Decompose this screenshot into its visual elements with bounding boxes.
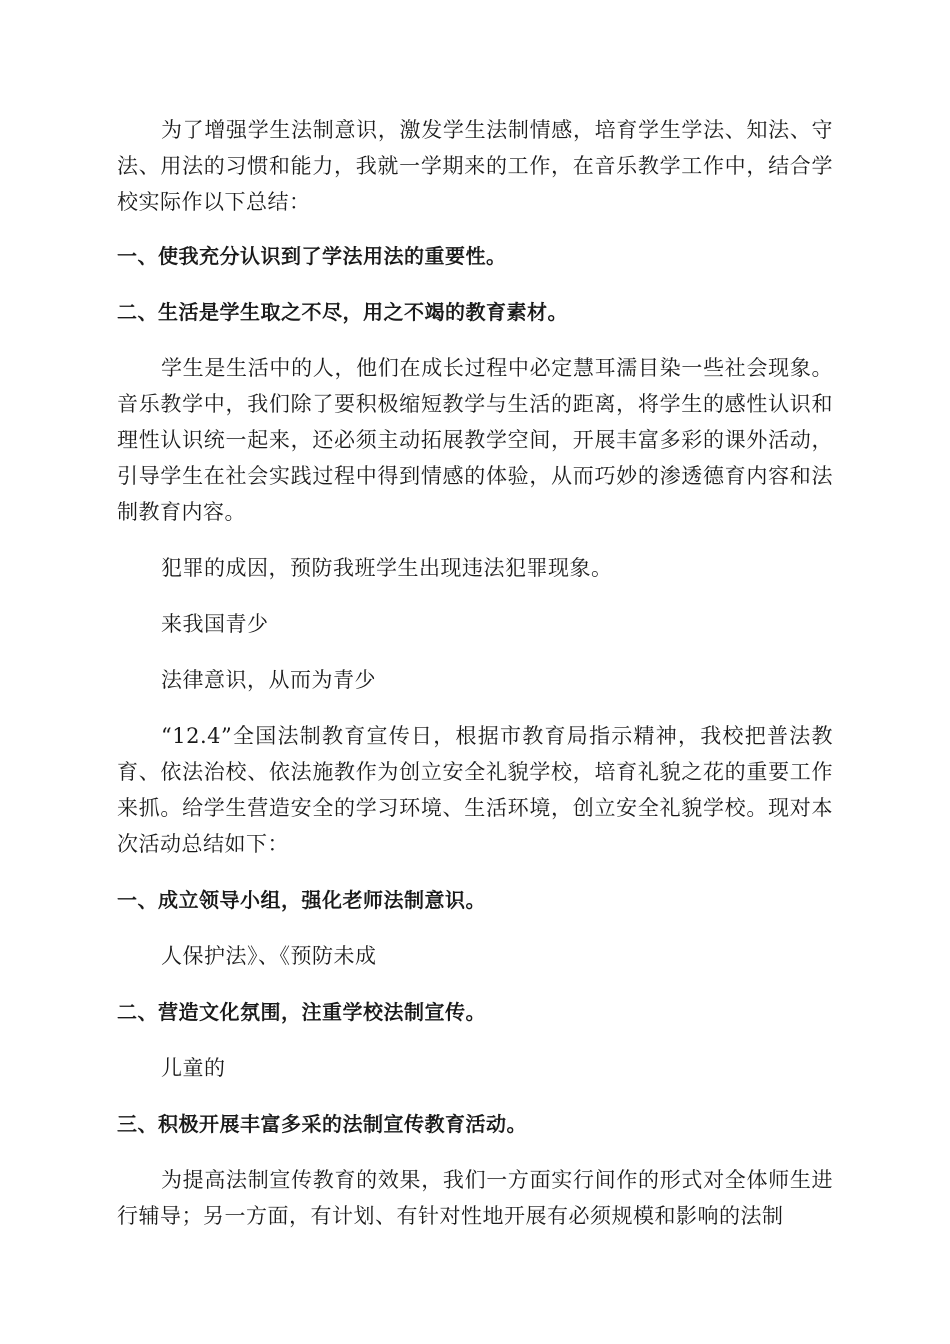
paragraph-legal-day: “12.4”全国法制教育宣传日，根据市教育局指示精神，我校把普法教育、依法治校、依法施教作为创立安全礼貌学校，培育礼貌之花的重要工作来抓。给学生营造安全的学习环境、生活环境，创立安全礼貌学校。现对本次活动总结如下： (117, 724, 833, 856)
intro-paragraph: 为了增强学生法制意识，激发学生法制情感，培育学生学法、知法、守法、用法的习惯和能力，我就一学期来的工作，在音乐教学工作中，结合学校实际作以下总结： (117, 118, 833, 214)
paragraph-fragment-2: 法律意识，从而为青少 (161, 668, 376, 692)
heading-3: 一、成立领导小组，强化老师法制意识。 (117, 888, 486, 912)
paragraph-fragment-3: 人保护法》、《预防未成 (161, 944, 377, 968)
heading-5: 三、积极开展丰富多采的法制宣传教育活动。 (117, 1112, 527, 1136)
paragraph-fragment-1: 来我国青少 (161, 612, 269, 636)
paragraph-life-material: 学生是生活中的人，他们在成长过程中必定慧耳濡目染一些社会现象。音乐教学中，我们除了要积极缩短教学与生活的距离，将学生的感性认识和理性认识统一起来，还必须主动拓展教学空间，开展丰富多彩的课外活动，引导学生在社会实践过程中得到情感的体验，从而巧妙的渗透德育内容和法制教育内容。 (117, 356, 833, 524)
paragraph-activities: 为提高法制宣传教育的效果，我们一方面实行间作的形式对全体师生进行辅导；另一方面，有计划、有针对性地开展有必须规模和影响的法制 (117, 1168, 833, 1228)
heading-4: 二、营造文化氛围，注重学校法制宣传。 (117, 1000, 486, 1024)
heading-2: 二、生活是学生取之不尽，用之不竭的教育素材。 (117, 300, 568, 324)
paragraph-fragment-4: 儿童的 (161, 1056, 226, 1080)
paragraph-crime-causes: 犯罪的成因，预防我班学生出现违法犯罪现象。 (161, 556, 613, 580)
document-body (117, 112, 833, 1234)
heading-1: 一、使我充分认识到了学法用法的重要性。 (117, 244, 507, 268)
